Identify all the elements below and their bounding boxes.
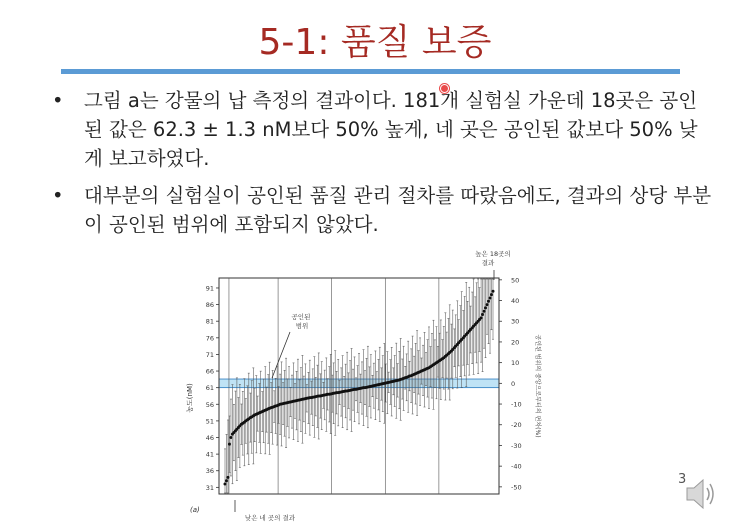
y-tick-label-right: 30 [511,317,520,326]
y-axis-label-left: 농도(nM) [186,383,194,413]
y-tick-label-right: -50 [511,483,522,492]
bullet-dot-icon: • [52,184,64,207]
annotation-certified-range-word1: 공인된 [291,313,311,321]
data-point [225,479,228,482]
bullet-text: 그림 a는 강물의 납 측정의 결과이다. 181개 실험실 가운데 18곳은 공인된 값은 62.3 ± 1.3 nM보다 50% 높게, 네 곳은 공인된 값보다 50% 낮게 보고하였다. [84,89,698,170]
data-point [483,310,486,313]
y-tick-label-left: 86 [205,301,214,310]
y-tick-label-right: 0 [511,379,516,388]
data-point [224,483,227,486]
y-tick-label-right: -10 [511,400,522,409]
data-point [489,296,492,299]
annotation-certified-range-word2: 범위 [295,322,309,330]
data-point [492,290,495,293]
slide-title: 5-1: 품질 보증 [258,22,492,63]
bullet-item [52,181,712,239]
speaker-wave-1 [707,488,709,500]
y-tick-label-left: 41 [205,450,214,459]
annotation-low-results: 낮은 네 곳의 결과 [244,514,296,522]
y-tick-label-left: 71 [205,350,214,359]
bullet-dot-icon: • [52,89,64,112]
y-tick-label-left: 61 [205,384,214,393]
speaker-wave-2 [710,484,713,504]
y-axis-label-right: 공인된 범위의 중앙으로부터의 편차(%) [534,334,541,438]
lead-measurement-chart [178,248,558,524]
y-tick-label-left: 31 [205,483,214,492]
y-tick-label-left: 91 [205,284,214,293]
y-tick-label-right: -40 [511,462,522,471]
y-tick-label-right: 20 [511,338,520,347]
y-tick-label-left: 66 [205,367,214,376]
annotation-high-results-line1: 높은 18곳의 [475,250,511,258]
y-tick-label-left: 81 [205,317,214,326]
data-point [228,443,231,446]
speaker-icon[interactable] [681,474,721,514]
data-point [481,313,484,316]
data-point [484,306,487,309]
speaker-body [687,480,703,508]
data-point [486,303,489,306]
y-tick-label-left: 76 [205,334,214,343]
data-point [229,436,232,439]
y-tick-label-right: -30 [511,441,522,450]
data-point [490,293,493,296]
y-tick-label-right: -20 [511,421,522,430]
bullet-list [52,86,712,247]
data-point [487,300,490,303]
annotation-high-results-line2: 결과 [481,259,495,267]
data-point [226,476,229,479]
title-underline [61,69,680,74]
y-tick-label-right: 40 [511,297,520,306]
y-tick-label-right: 50 [511,276,520,285]
bullet-item [52,86,712,173]
y-tick-label-right: 10 [511,359,520,368]
y-tick-label-left: 36 [205,467,214,476]
y-tick-label-left: 51 [205,417,214,426]
data-point [480,316,483,319]
y-tick-label-left: 46 [205,434,214,443]
bullet-text: 대부분의 실험실이 공인된 품질 관리 절차를 따랐음에도, 결과의 상당 부분이 공인된 범위에 포함되지 않았다. [84,184,712,236]
panel-label: (a) [190,506,200,514]
y-tick-label-left: 56 [205,400,214,409]
page-number: 3 [678,472,687,487]
